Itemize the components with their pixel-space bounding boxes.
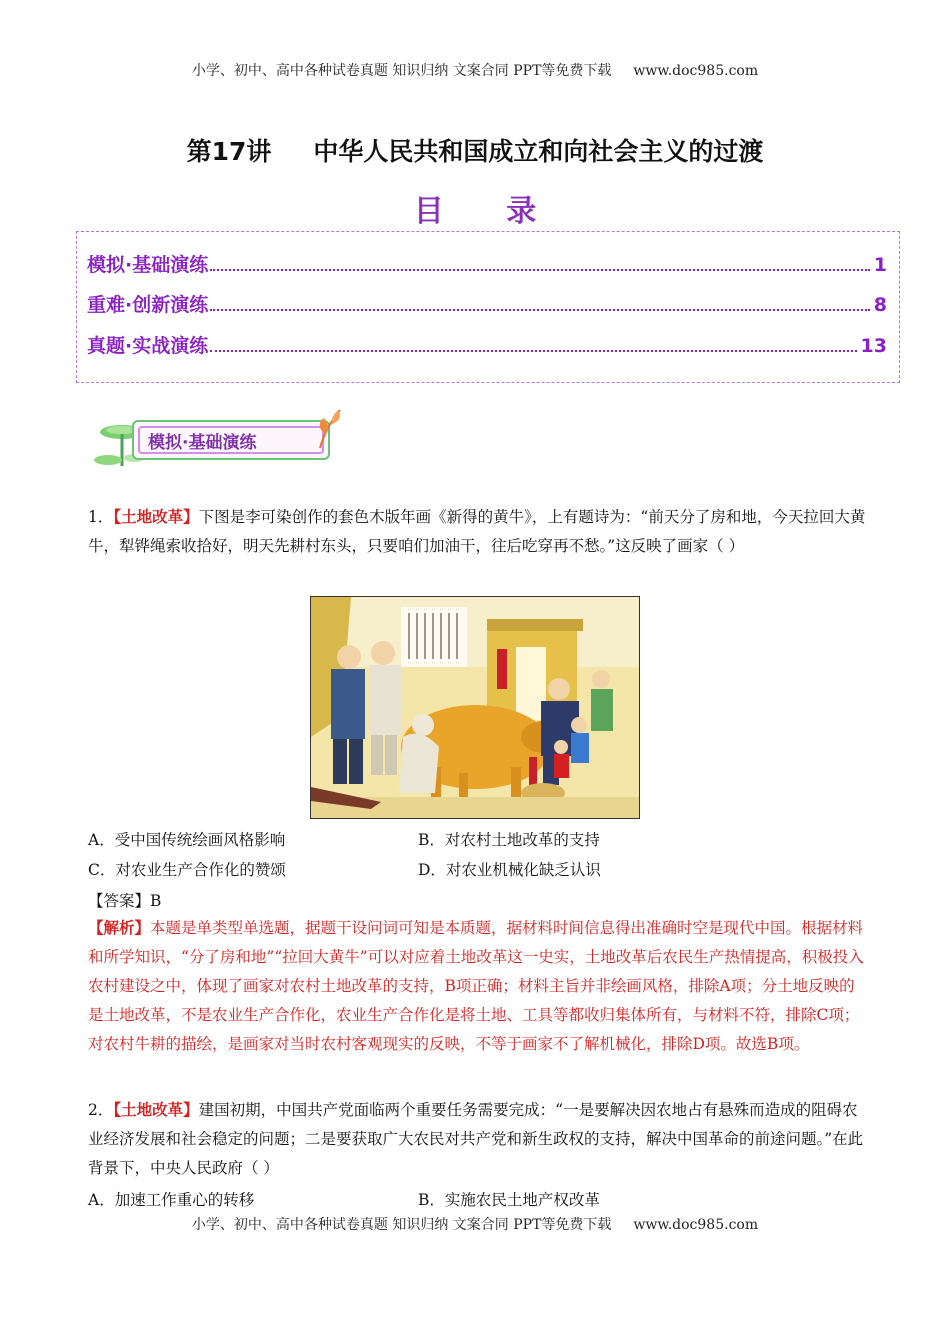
table-of-contents xyxy=(76,231,900,383)
page-footer xyxy=(0,1214,950,1234)
page-header xyxy=(0,60,950,80)
analysis xyxy=(88,913,868,1059)
option-a[interactable]: A．加速工作重心的转移 xyxy=(88,1191,255,1209)
option-a[interactable]: A．受中国传统绘画风格影响 xyxy=(88,831,286,849)
answer-line: 【答案】B xyxy=(88,892,162,910)
lecture-number: 第17讲 xyxy=(186,137,272,166)
footer-url[interactable]: www.doc985.com xyxy=(633,1217,759,1233)
toc-item[interactable] xyxy=(87,250,887,277)
question-tag: 【土地改革】 xyxy=(113,507,199,526)
page-title xyxy=(0,132,950,168)
analysis-text: 本题是单类型单选题，据题干设问词可知是本质题，据材料时间信息得出准确时空是现代中国。根据材料和所学知识，“分了房和地”“拉回大黄牛”可以对应着土地改革这一史实，土地改革后农民生产热情提高，积极投入农村建设之中，体现了画家对农村土地改革的支持，B项正确；材料主旨并非绘画风格，排除A项；分土地反映的是土地改革，不是农业生产合作化，农业生产合作化是将土地、工具等都收归集体所有，与材料不符，排除C项；对农村牛耕的描绘，是画家对当时农村客观现实的反映，不等于画家不了解机械化，排除D项。故选B项。 xyxy=(88,919,864,1053)
option-b[interactable]: B．实施农民土地产权改革 xyxy=(418,1191,600,1209)
toc-item-label: 模拟·基础演练 xyxy=(87,254,209,276)
option-b[interactable]: B．对农村土地改革的支持 xyxy=(418,831,600,849)
toc-item-label: 重难·创新演练 xyxy=(87,294,209,316)
footer-text: 小学、初中、高中各种试卷真题 知识归纳 文案合同 PPT等免费下载 xyxy=(191,1217,612,1233)
toc-item-page: 1 xyxy=(873,254,887,276)
lecture-name: 中华人民共和国成立和向社会主义的过渡 xyxy=(313,137,764,166)
toc-item[interactable] xyxy=(87,331,887,358)
question-number: 2． xyxy=(88,1101,114,1119)
header-text: 小学、初中、高中各种试卷真题 知识归纳 文案合同 PPT等免费下载 xyxy=(191,63,612,79)
option-d[interactable]: D．对农业机械化缺乏认识 xyxy=(418,861,601,879)
question-number: 1． xyxy=(88,508,114,526)
question-stem: 下图是李可染创作的套色木版年画《新得的黄牛》，上有题诗为：“前天分了房和地，今天拉回大黄牛，犁铧绳索收拾好，明天先耕村东头，只要咱们加油干，往后吃穿再不愁。”这反映了画家（ ） xyxy=(88,508,866,555)
toc-item[interactable] xyxy=(87,290,887,317)
toc-leader-dots xyxy=(210,350,856,352)
leaf-decoration-icon xyxy=(314,404,344,454)
toc-heading: 目 录 xyxy=(413,194,563,229)
woodblock-print-image xyxy=(310,596,640,819)
toc-item-page: 8 xyxy=(873,294,887,316)
section-banner xyxy=(92,410,342,470)
question-stem: 建国初期，中国共产党面临两个重要任务需要完成：“一是要解决因农地占有悬殊而造成的阻碍农业经济发展和社会稳定的问题；二是要获取广大农民对共产党和新生政权的支持，解决中国革命的前途问题。”在此背景下，中央人民政府（ ） xyxy=(88,1101,864,1177)
toc-leader-dots xyxy=(210,309,870,311)
question-2 xyxy=(88,1095,868,1183)
header-url[interactable]: www.doc985.com xyxy=(633,63,759,79)
question-1 xyxy=(88,502,868,561)
toc-item-page: 13 xyxy=(860,335,887,357)
question-tag: 【土地改革】 xyxy=(113,1100,199,1119)
toc-item-label: 真题·实战演练 xyxy=(87,335,209,357)
analysis-tag: 【解析】 xyxy=(88,918,151,937)
banner-title: 模拟·基础演练 xyxy=(148,433,257,453)
toc-leader-dots xyxy=(210,269,870,271)
option-c[interactable]: C．对农业生产合作化的赞颂 xyxy=(88,861,286,879)
